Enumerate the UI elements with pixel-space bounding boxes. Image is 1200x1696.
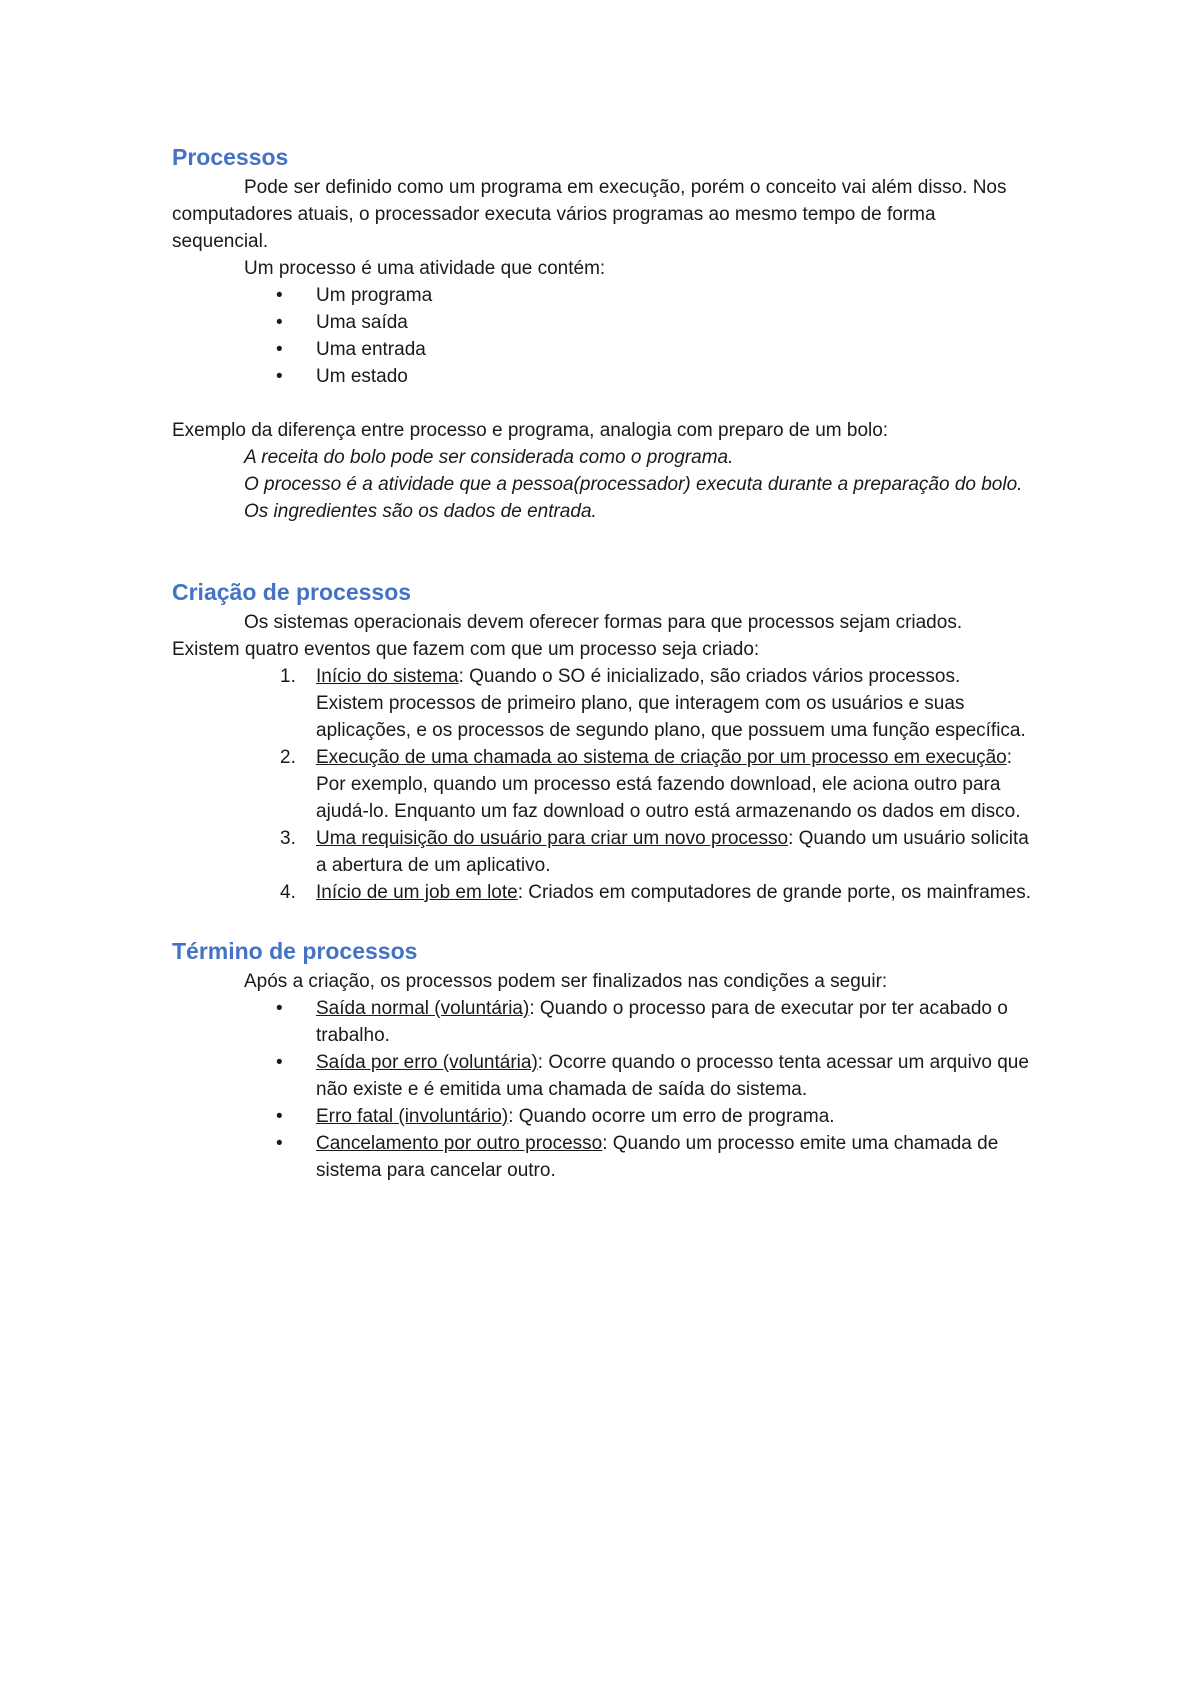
list-item bbox=[172, 879, 1032, 906]
bullet-list-termination bbox=[172, 995, 1032, 1184]
bullet-icon: • bbox=[276, 1106, 283, 1127]
list-text: : Quando o processo para de executar por ter acabado o trabalho. bbox=[316, 998, 1008, 1046]
list-text: : Quando um processo emite uma chamada de sistema para cancelar outro. bbox=[316, 1133, 999, 1181]
bullet-icon: • bbox=[276, 998, 283, 1019]
list-term: Erro fatal (involuntário) bbox=[316, 1106, 509, 1127]
list-text: : Criados em computadores de grande porte, os mainframes. bbox=[517, 882, 1031, 903]
list-term: Uma requisição do usuário para criar um novo processo bbox=[316, 828, 789, 849]
list-term: Início do sistema bbox=[316, 666, 459, 687]
paragraph-list-intro: Um processo é uma atividade que contém: bbox=[244, 258, 606, 279]
list-number: 3. bbox=[280, 828, 296, 849]
paragraph-intro: Pode ser definido como um programa em execução, porém o conceito vai além disso. Nos computadores atuais, o processador executa vários programas ao mesmo tempo de forma sequencial. bbox=[172, 177, 1007, 252]
list-item: • Uma saída bbox=[172, 309, 1032, 336]
list-item bbox=[172, 1103, 1032, 1130]
section-heading-processos: Processos bbox=[172, 144, 289, 170]
list-item: • Um programa bbox=[172, 282, 1032, 309]
list-text: : Por exemplo, quando um processo está fazendo download, ele aciona outro para ajudá-lo. Enquanto um faz download o outro está armazenando os dados em disco. bbox=[316, 747, 1021, 822]
list-text: : Quando um usuário solicita a abertura de um aplicativo. bbox=[316, 828, 1029, 876]
list-item bbox=[172, 825, 1032, 879]
bullet-icon: • bbox=[276, 1133, 283, 1154]
bullet-icon: • bbox=[276, 366, 283, 387]
section-heading-criacao: Criação de processos bbox=[172, 579, 412, 605]
list-term: Saída por erro (voluntária) bbox=[316, 1052, 538, 1073]
paragraph-intro: Os sistemas operacionais devem oferecer formas para que processos sejam criados. Existem quatro eventos que fazem com que um processo seja criado: bbox=[172, 612, 963, 660]
list-term: Saída normal (voluntária) bbox=[316, 998, 530, 1019]
bullet-icon: • bbox=[276, 339, 283, 360]
list-item bbox=[172, 1130, 1032, 1184]
list-text: : Ocorre quando o processo tenta acessar um arquivo que não existe e é emitida uma chamada de saída do sistema. bbox=[316, 1052, 1029, 1100]
list-item: • Um estado bbox=[172, 363, 1032, 390]
list-item bbox=[172, 1049, 1032, 1103]
document-page bbox=[172, 140, 1032, 1184]
paragraph-example-intro: Exemplo da diferença entre processo e programa, analogia com preparo de um bolo: bbox=[172, 420, 889, 441]
list-number: 1. bbox=[280, 666, 296, 687]
paragraph-intro: Após a criação, os processos podem ser finalizados nas condições a seguir: bbox=[244, 971, 888, 992]
list-term: Cancelamento por outro processo bbox=[316, 1133, 603, 1154]
list-item bbox=[172, 663, 1032, 744]
bullet-icon: • bbox=[276, 312, 283, 333]
list-number: 2. bbox=[280, 747, 296, 768]
list-term: Execução de uma chamada ao sistema de criação por um processo em execução bbox=[316, 747, 1007, 768]
list-item: • Uma entrada bbox=[172, 336, 1032, 363]
bullet-list-components bbox=[172, 282, 1032, 390]
list-number: 4. bbox=[280, 882, 296, 903]
list-text: : Quando ocorre um erro de programa. bbox=[508, 1106, 835, 1127]
example-line: A receita do bolo pode ser considerada como o programa. bbox=[244, 447, 734, 468]
example-line: Os ingredientes são os dados de entrada. bbox=[244, 501, 597, 522]
numbered-list-events bbox=[172, 663, 1032, 906]
list-text: : Quando o SO é inicializado, são criados vários processos. Existem processos de primeiro plano, que interagem com os usuários e suas aplicações, e os processos de segundo plano, que possuem uma função específica. bbox=[316, 666, 1026, 741]
example-line: O processo é a atividade que a pessoa(processador) executa durante a preparação do bolo. bbox=[244, 474, 1023, 495]
bullet-icon: • bbox=[276, 1052, 283, 1073]
list-item bbox=[172, 995, 1032, 1049]
list-term: Início de um job em lote bbox=[316, 882, 518, 903]
list-item bbox=[172, 744, 1032, 825]
section-heading-termino: Término de processos bbox=[172, 938, 418, 964]
bullet-icon: • bbox=[276, 285, 283, 306]
